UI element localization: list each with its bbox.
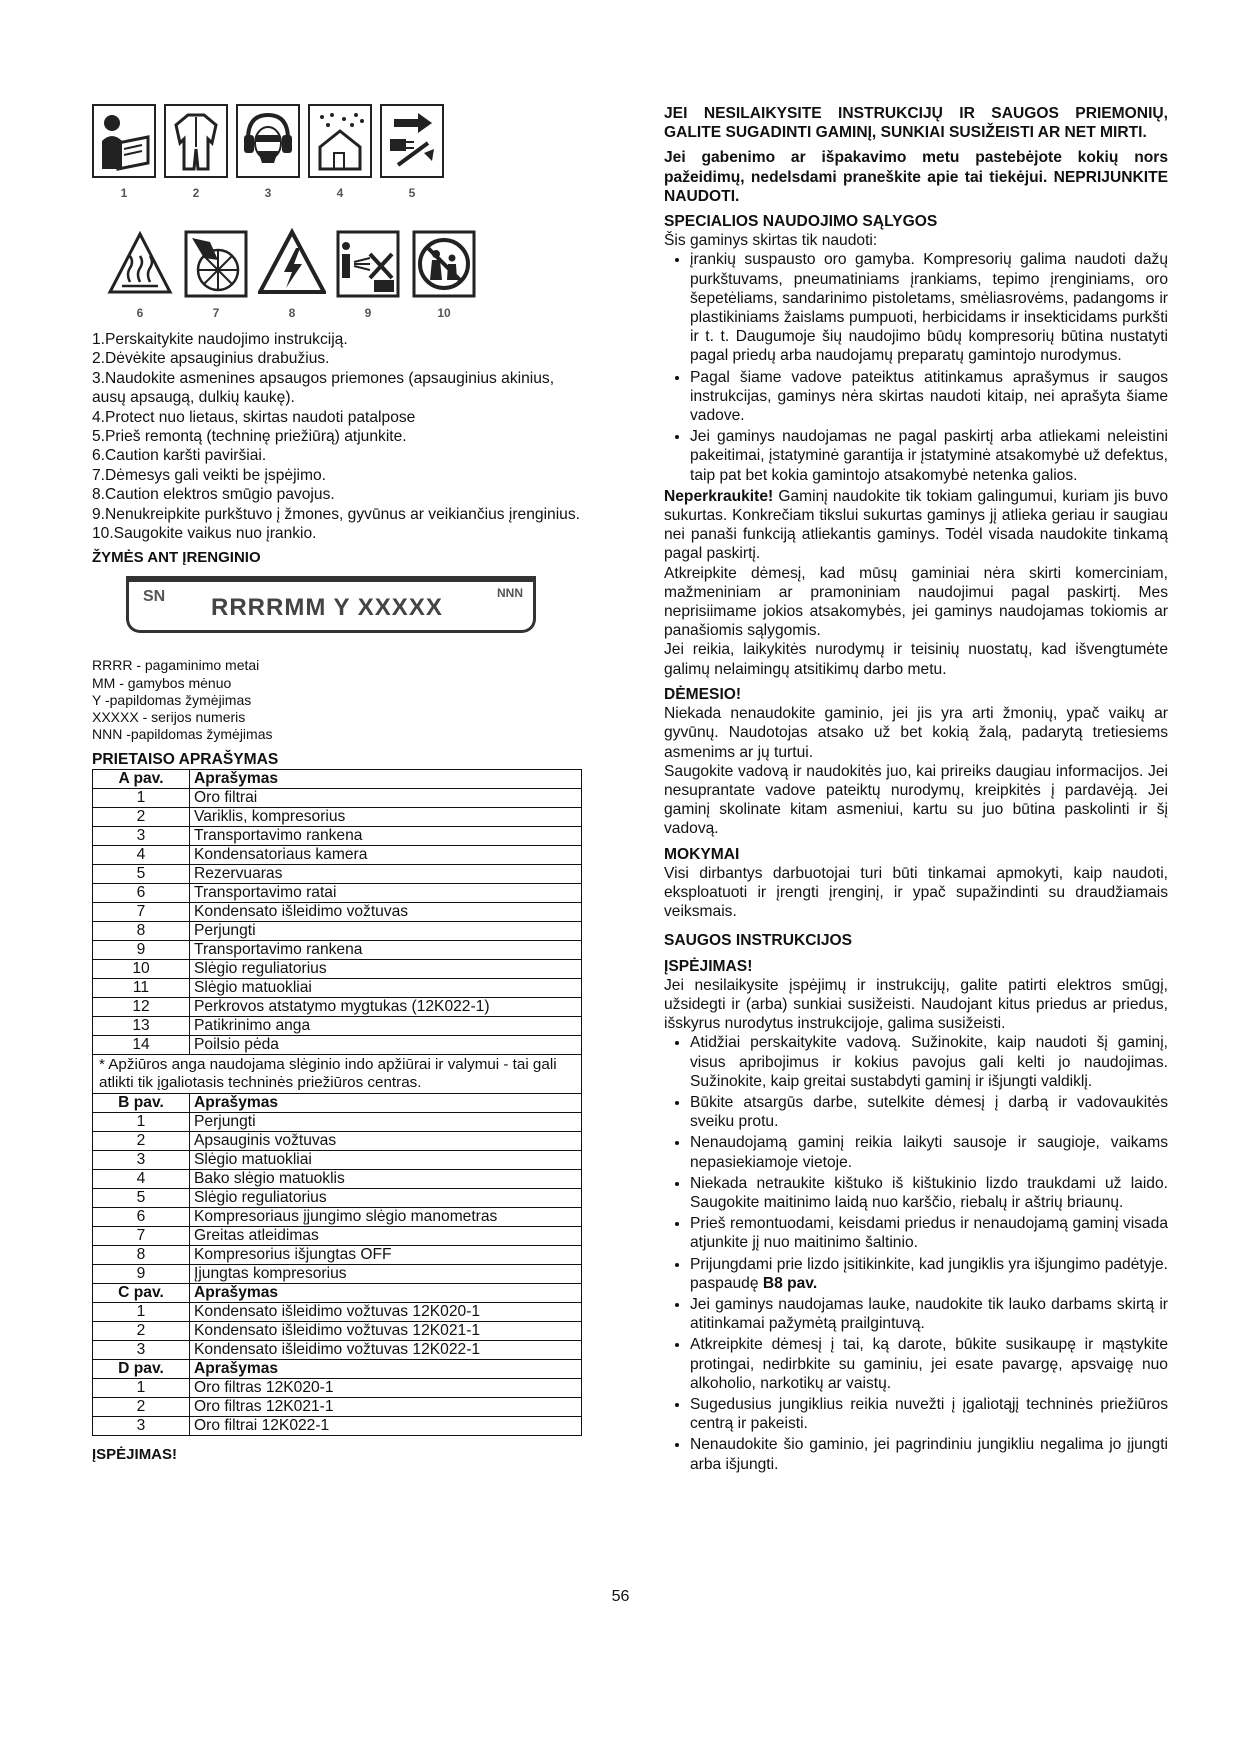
safety-intro: Jei nesilaikysite įspėjimų ir instrukcijų, galite patirti elektros smūgį, užsidegti ir (arba) sunkiai susižeisti. Naudojant kitus priedus ar priedus, išskyrus nurodytus instrukcijoje, galima susižeisti. [664,976,1168,1033]
table-cell-description: Kondensato išleidimo vožtuvas [190,903,582,922]
serial-nnn: NNN [497,586,523,601]
table-row [93,789,582,808]
table-header-row [93,1360,582,1379]
table-cell-description: Transportavimo ratai [190,884,582,903]
overload-paragraph [664,487,1168,564]
table-row [93,1189,582,1208]
warning-caps: JEI NESILAIKYSITE INSTRUKCIJŲ IR SAUGOS PRIEMONIŲ, GALITE SUGADINTI GAMINĮ, SUNKIAI SUSIŽEISTI AR NET MIRTI. [664,105,1168,142]
list-item: • Nenaudokite šio gaminio, jei pagrindiniu jungikliu negalima jo įjungti arba išjungti. [690,1435,1168,1473]
table-row [93,846,582,865]
table-header-figure: C pav. [93,1284,190,1303]
icon-number: 1 [120,186,128,200]
table-row [93,979,582,998]
table-cell-number: 11 [93,979,190,998]
table-cell-number: 6 [93,884,190,903]
serial-sn: SN [143,588,166,606]
table-cell-description: Patikrinimo anga [190,1017,582,1036]
table-cell-description: Transportavimo rankena [190,827,582,846]
table-cell-description: Oro filtrai [190,789,582,808]
table-cell-description: Oro filtras 12K021-1 [190,1398,582,1417]
protective-equipment-icon [236,104,300,178]
table-cell-number: 2 [93,1322,190,1341]
legend-item: 4.Protect nuo lietaus, skirtas naudoti patalpose [92,408,416,426]
icon-number: 6 [136,306,144,320]
serial-legend-item: NNN -papildomas žymėjimas [92,726,273,743]
table-header-description: Aprašymas [190,1284,582,1303]
list-item [690,1255,1168,1293]
table-cell-number: 1 [93,1303,190,1322]
table-cell-number: 7 [93,903,190,922]
table-cell-description: Kondensato išleidimo vožtuvas 12K022-1 [190,1341,582,1360]
icon-number: 10 [437,306,451,320]
table-cell-description: Greitas atleidimas [190,1227,582,1246]
table-cell-number: 1 [93,1379,190,1398]
legend-item: 10.Saugokite vaikus nuo įrankio. [92,525,317,543]
table-row [93,1303,582,1322]
legend-item: 2.Dėvėkite apsauginius drabužius. [92,350,330,368]
table-cell-description: Variklis, kompresorius [190,808,582,827]
table-cell-number: 5 [93,865,190,884]
table-cell-description: Oro filtras 12K020-1 [190,1379,582,1398]
table-header-description: Aprašymas [190,770,582,789]
legend-item: 3.Naudokite asmenines apsaugos priemones (apsauginius akinius, ausų apsaugą, dulkių kaukę). [92,369,555,407]
table-cell-number: 13 [93,1017,190,1036]
hot-surface-icon [106,228,174,300]
icon-number: 2 [192,186,200,200]
table-row [93,960,582,979]
switch-item-text: Prijungdami prie lizdo įsitikinkite, kad jungiklis yra išjungimo padėtyje. paspaudę [690,1255,1168,1292]
no-rain-icon [308,104,372,178]
table-cell-description: Kompresorius išjungtas OFF [190,1246,582,1265]
page-number: 56 [611,1588,630,1605]
list-item: • Sugedusius jungiklius reikia nuvežti į įgaliotąjį techninės priežiūros centrą ir pakeisti. [690,1395,1168,1433]
table-cell-number: 9 [93,941,190,960]
special-conditions-intro: Šis gaminys skirtas tik naudoti: [664,232,878,250]
icon-number: 3 [264,186,272,200]
table-row [93,1417,582,1436]
serial-code: RRRRMM Y XXXXX [211,594,443,622]
table-cell-description: Perjungti [190,1113,582,1132]
table-note-row [93,1055,582,1094]
no-spray-at-people-icon [334,228,402,300]
table-cell-description: Perjungti [190,922,582,941]
description-title: PRIETAISO APRAŠYMAS [92,751,279,769]
commercial-paragraph: Atkreipkite dėmesį, kad mūsų gaminiai nėra skirti komerciniam, mažmeniniam ar pramoniniam naudojimui pagal paskirtį. Mes neprisiimame jokios atsakomybės, jei gaminys naudojamas tokiomis ar panašiomis sąlygomis. [664,564,1168,640]
table-cell-description: Kondensato išleidimo vožtuvas 12K020-1 [190,1303,582,1322]
table-cell-number: 8 [93,922,190,941]
serial-label-graphic [126,576,536,633]
attention-title: DĖMESIO! [664,685,742,703]
training-title: MOKYMAI [664,845,740,863]
table-row [93,1113,582,1132]
serial-legend [92,657,582,743]
table-cell-number: 5 [93,1189,190,1208]
table-cell-number: 4 [93,846,190,865]
table-cell-description: Perkrovos atstatymo mygtukas (12K022-1) [190,998,582,1017]
legend-item: 7.Dėmesys gali veikti be įspėjimo. [92,466,326,484]
safety-title: SAUGOS INSTRUKCIJOS [664,932,853,950]
serial-legend-item: MM - gamybos mėnuo [92,674,232,691]
table-row [93,903,582,922]
table-row [93,1017,582,1036]
table-cell-number: 4 [93,1170,190,1189]
icon-number: 9 [364,306,372,320]
table-row [93,1208,582,1227]
table-row [93,1265,582,1284]
description-table [92,769,582,1436]
table-row [93,941,582,960]
table-note: * Apžiūros anga naudojama slėginio indo apžiūrai ir valymui - tai gali atlikti tik įgaliotasis techninės priežiūros centras. [93,1055,582,1094]
regulations-paragraph: Jei reikia, laikykitės nurodymų ir teisinių nuostatų, kad išvengtumėte galimų nelaimingų atsitikimų darbo metu. [664,641,1168,678]
table-cell-description: Transportavimo rankena [190,941,582,960]
table-cell-description: Apsauginis vožtuvas [190,1132,582,1151]
legend-item: 6.Caution karšti paviršiai. [92,447,267,465]
special-conditions-list [664,250,1168,484]
table-row [93,1322,582,1341]
table-header-row [93,770,582,789]
table-row [93,922,582,941]
left-column [92,104,582,1463]
serial-legend-item: RRRR - pagaminimo metai [92,657,260,674]
table-cell-number: 9 [93,1265,190,1284]
protective-clothing-icon [164,104,228,178]
table-cell-description: Rezervuaras [190,865,582,884]
table-row [93,827,582,846]
table-cell-number: 2 [93,1132,190,1151]
legend-item: 8.Caution elektros smūgio pavojus. [92,486,335,504]
table-header-description: Aprašymas [190,1360,582,1379]
unplug-before-service-icon [380,104,444,178]
table-cell-description: Kompresoriaus įjungimo slėgio manometras [190,1208,582,1227]
safety-icons-row-1 [92,104,582,178]
left-bottom-warning: ĮSPĖJIMAS! [92,1446,178,1464]
table-header-description: Aprašymas [190,1094,582,1113]
safety-warning: ĮSPĖJIMAS! [664,957,753,975]
table-row [93,1379,582,1398]
icon-numbers-row-2 [106,306,582,322]
table-row [93,808,582,827]
switch-item-bold: B8 pav. [762,1274,818,1292]
table-row [93,1036,582,1055]
electric-shock-icon [258,228,326,300]
table-row [93,1341,582,1360]
serial-legend-item: XXXXX - serijos numeris [92,709,246,726]
safety-icons-row-2 [106,228,582,300]
table-cell-description: Slėgio reguliatorius [190,960,582,979]
table-cell-number: 10 [93,960,190,979]
attention-paragraph-2: Saugokite vadovą ir naudokitės juo, kai prireiks daugiau informacijos. Jei nesuprantate vadove pateiktų nurodymų, kreipkitės į pardavėją. Jei gaminį skolinate kitam asmeniui, kartu su juo būtina paskolinti ir šį vadovą. [664,762,1168,838]
list-item: • Pagal šiame vadove pateiktus atitinkamus aprašymus ir saugos instrukcijas, gaminys nėra skirtas naudoti kitaip, nei aprašyta šiame vadove. [690,368,1168,426]
legend-item: 5.Prieš remontą (techninę priežiūrą) atjunkite. [92,428,407,446]
table-header-figure: D pav. [93,1360,190,1379]
icon-number: 8 [288,306,296,320]
table-row [93,1151,582,1170]
table-cell-number: 3 [93,1151,190,1170]
icon-legend [92,330,582,543]
list-item: • Atidžiai perskaitykite vadovą. Sužinokite, kaip naudoti šį gaminį, visus apribojimus ir kokius pavojus gali kelti jo naudojimas. Sužinokite, kaip greitai sustabdyti gaminį ir išjungti valdiklį. [690,1033,1168,1091]
table-cell-number: 6 [93,1208,190,1227]
attention-paragraph-1: Niekada nenaudokite gaminio, jei jis yra arti žmonių, ypač vaikų ar gyvūnų. Naudotojas atsako už bet kokią žalą, padarytą tretiesiems asmenims ar jų turtui. [664,705,1168,761]
training-paragraph: Visi dirbantys darbuotojai turi būti tinkamai apmokyti, kaip naudoti, eksploatuoti ir įrengti įrenginį, ir ypač supažindinti su draudžiamais veiksmais. [664,864,1168,921]
table-row [93,1227,582,1246]
icon-number: 5 [408,186,416,200]
table-cell-number: 2 [93,1398,190,1417]
keep-children-away-icon [410,228,478,300]
table-cell-description: Poilsio pėda [190,1036,582,1055]
table-cell-description: Slėgio matuokliai [190,979,582,998]
marking-title: ŽYMĖS ANT ĮRENGINIO [92,549,261,567]
list-item: • Jei gaminys naudojamas lauke, naudokite tik lauko darbams skirtą ir atitinkamai pažymėtą prailgintuvą. [690,1295,1168,1333]
table-cell-number: 14 [93,1036,190,1055]
table-cell-number: 12 [93,998,190,1017]
list-item: • įrankių suspausto oro gamyba. Kompresorių galima naudoti dažų purkštuvams, pneumatiniams įrankiams, tepimo įrenginiams, oro šepetėliams, sandarinimo pistoletams, smėliasrovėms, padangoms ir plastikiniams žaislams pumpuoti, herbicidams ir insekticidams purkšti ir t. t. Daugumoje šių naudojimo būdų kompresorių būtina nustatyti pagal priedų arba naudojamų preparatų gamintojo nurodymus. [690,250,1168,365]
legend-item: 9.Nenukreipkite purkštuvo į žmones, gyvūnus ar veikiančius įrenginius. [92,505,580,523]
list-item: • Atkreipkite dėmesį į tai, ką darote, būkite susikaupę ir mąstykite protingai, nedirbkite su gaminiu, jei esate pavargę, apsvaigę nuo alkoholio, narkotikų ar vaistų. [690,1335,1168,1393]
table-row [93,1246,582,1265]
transport-notice: Jei gabenimo ar išpakavimo metu pastebėjote kokių nors pažeidimų, nedelsdami praneškite apie tai tiekėjui. NEPRIJUNKITE NAUDOTI. [664,149,1168,205]
table-cell-description: Slėgio reguliatorius [190,1189,582,1208]
table-cell-number: 1 [93,1113,190,1132]
icon-numbers-row-1 [92,186,582,202]
table-header-row [93,1284,582,1303]
serial-legend-item: Y -papildomas žymėjimas [92,691,252,708]
table-row [93,1170,582,1189]
table-row [93,1132,582,1151]
read-manual-icon [92,104,156,178]
overload-bold: Neperkraukite! [664,487,774,505]
list-item: • Jei gaminys naudojamas ne pagal paskirtį arba atliekami neleistini pakeitimai, įstatyminė garantija ir įstatyminė atsakomybė už defektus, taip pat bet kokia gamintojo atsakomybė netenka galios. [690,427,1168,485]
table-row [93,865,582,884]
table-cell-description: Bako slėgio matuoklis [190,1170,582,1189]
list-item: • Būkite atsargūs darbe, sutelkite dėmesį į darbą ir vadovaukitės sveiku protu. [690,1093,1168,1131]
table-cell-number: 3 [93,1417,190,1436]
table-header-row [93,1094,582,1113]
table-cell-number: 3 [93,827,190,846]
table-cell-number: 2 [93,808,190,827]
table-cell-description: Oro filtrai 12K022-1 [190,1417,582,1436]
table-cell-number: 3 [93,1341,190,1360]
right-column [664,104,1168,1476]
icon-number: 4 [336,186,344,200]
list-item: • Nenaudojamą gaminį reikia laikyti sausoje ir saugioje, vaikams nepasiekiamoje vietoje. [690,1133,1168,1171]
special-conditions-title: SPECIALIOS NAUDOJIMO SĄLYGOS [664,213,938,231]
table-cell-description: Slėgio matuokliai [190,1151,582,1170]
legend-item: 1.Perskaitykite naudojimo instrukciją. [92,331,348,348]
table-header-figure: B pav. [93,1094,190,1113]
table-header-figure: A pav. [93,770,190,789]
table-cell-number: 1 [93,789,190,808]
list-item: • Prieš remontuodami, keisdami priedus ir nenaudojamą gaminį visada atjunkite jį nuo maitinimo šaltinio. [690,1214,1168,1252]
table-cell-number: 7 [93,1227,190,1246]
table-cell-description: Įjungtas kompresorius [190,1265,582,1284]
table-row [93,884,582,903]
icon-number: 7 [212,306,220,320]
table-cell-description: Kondensato išleidimo vožtuvas 12K021-1 [190,1322,582,1341]
table-row [93,998,582,1017]
table-cell-number: 8 [93,1246,190,1265]
overload-text: Gaminį naudokite tik tokiam galingumui, kuriam jis buvo sukurtas. Konkrečiam tikslui sukurtas gaminys jį atlieka geriau ir saugiau nei panaši funkciją atliekantis gaminys. Todėl visada naudokite tinkamą pagal paskirtį. [664,487,1168,563]
automatic-start-icon [182,228,250,300]
safety-list [664,1033,1168,1473]
table-row [93,1398,582,1417]
table-cell-description: Kondensatoriaus kamera [190,846,582,865]
list-item: • Niekada netraukite kištuko iš kištukinio lizdo traukdami už laido. Saugokite maitinimo laidą nuo karščio, riebalų ir aštrių briaunų. [690,1174,1168,1212]
